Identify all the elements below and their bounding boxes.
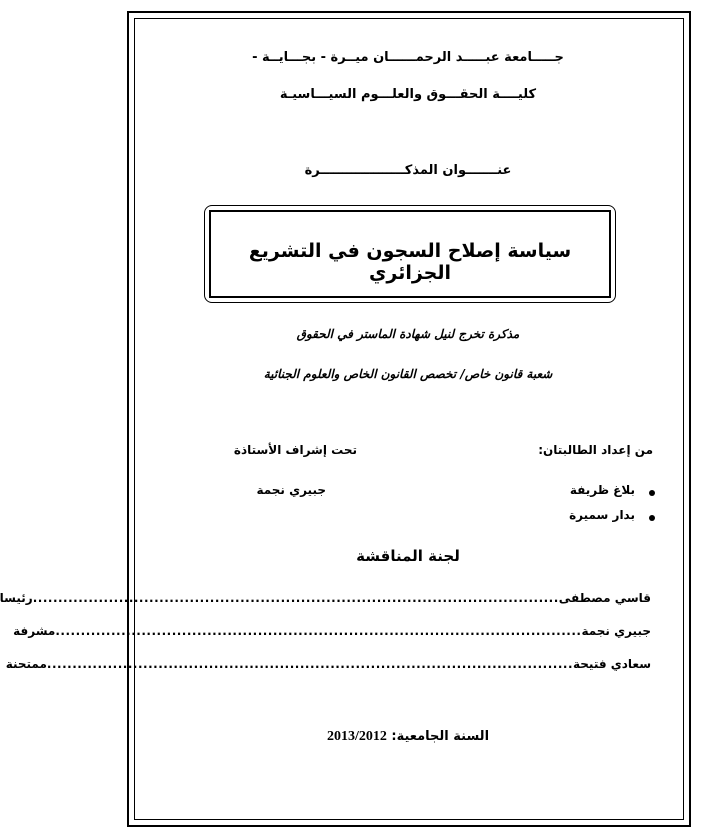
dotted-leader: ........................................................................................................	[46, 657, 573, 671]
member-role: ممتحنة	[5, 657, 47, 671]
member-name: قاسي مصطفى	[558, 591, 651, 605]
committee-member-1	[0, 591, 651, 609]
dotted-leader: ........................................................................................................	[55, 624, 582, 638]
student-name-1: بلاغ ظريفة	[569, 483, 635, 497]
member-role: مشرفة	[13, 624, 56, 638]
committee-title: لجنة المناقشة	[356, 547, 460, 565]
memo-title: سياسة إصلاح السجون في التشريع الجزائري	[248, 240, 572, 284]
academic-year	[113, 729, 703, 745]
title-box	[209, 210, 611, 298]
bullet-icon	[649, 515, 655, 521]
member-role: رئيسا	[0, 591, 33, 605]
dotted-leader: ........................................................................................................	[32, 591, 559, 605]
bullet-icon	[649, 490, 655, 496]
university-name: جـــــامعة عبـــــد الرحمــــــان ميــرة - بجـــايــة -	[252, 50, 564, 65]
memo-subtitle: مذكرة تخرج لنيل شهادة الماستر في الحقوق	[296, 327, 520, 341]
member-name: سعادي فتيحة	[573, 657, 651, 671]
memo-title-label: عنـــــــوان المذكـــــــــــــــــــرة	[304, 163, 512, 178]
supervisor-name: جبيري نجمة	[256, 483, 326, 497]
committee-member-2	[13, 624, 651, 642]
supervised-by-label: تحت إشراف الأستاذة	[233, 443, 357, 457]
faculty-name: كليــــة الحقـــوق والعلـــوم السيـــاسيـة	[279, 87, 537, 102]
committee-member-3	[5, 657, 651, 675]
prepared-by-label: من إعداد الطالبتان:	[538, 443, 653, 457]
memo-branch: شعبة قانون خاص/ تخصص القانون الخاص والعلوم الجنائية	[263, 367, 553, 381]
academic-year-label: السنة الجامعية:	[391, 729, 490, 744]
member-name: جبيري نجمة	[581, 624, 651, 638]
student-name-2: بدار سميرة	[569, 508, 635, 522]
page-border-inner	[134, 18, 684, 820]
academic-year-value: 2013/2012	[326, 729, 387, 744]
